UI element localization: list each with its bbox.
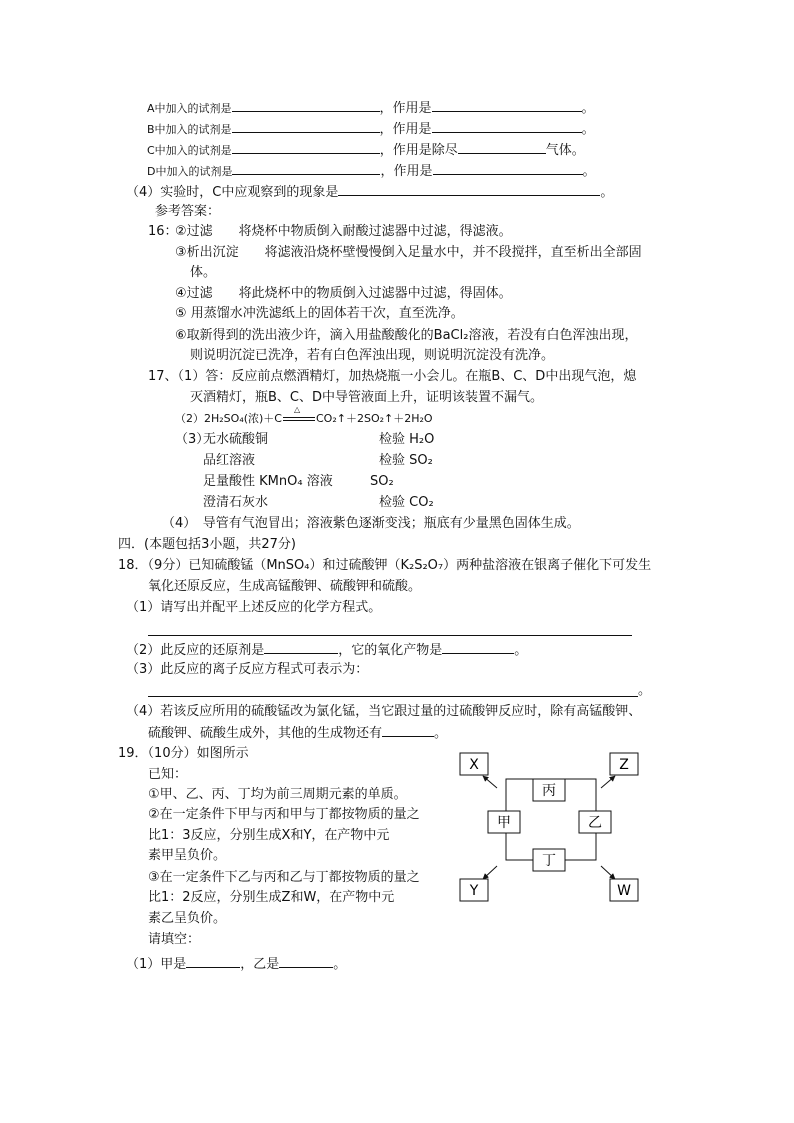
period: 。 [582, 164, 596, 179]
effect-label: ，作用是 [380, 164, 433, 179]
answer-17-part3-label: （3） [175, 432, 210, 447]
condition-3-end: 素乙呈负价。 [148, 911, 227, 926]
arrow-to-y [483, 866, 497, 879]
reagent-line-a [147, 98, 595, 118]
blank-reducing-agent[interactable] [264, 640, 338, 654]
condition-2-cont: 比1：3反应，分别生成X和Y，在产物中元 [148, 828, 390, 843]
period: 。 [581, 101, 595, 116]
blank-d-reagent[interactable] [232, 161, 380, 175]
period: 。 [600, 185, 614, 200]
purpose-row-4: 检验 CO₂ [379, 495, 434, 510]
blank-oxidation-product[interactable] [442, 640, 514, 654]
effect-label: ，作用是 [379, 101, 432, 116]
answer-16-step4: ④过滤 将此烧杯中的物质倒入过滤器中过滤，得固体。 [175, 286, 512, 301]
reagent-row-1: 无水硫酸铜 [203, 432, 269, 447]
answer-16-step6-cont: 则说明沉淀已洗净，若有白色浑浊出现，则说明沉淀没有洗净。 [190, 348, 555, 363]
q18-p2-b: ，它的氧化产物是 [338, 643, 443, 658]
reaction-diagram [455, 748, 655, 908]
q18-p2-c: 。 [514, 643, 528, 658]
ding-label: 丁 [542, 853, 556, 869]
effect-label: ，作用是 [379, 122, 432, 137]
question-18-stem-cont: 氧化还原反应，生成高锰酸钾、硫酸钾和硫酸。 [148, 579, 422, 594]
answer-16-step2: ②过滤 将烧杯中物质倒入耐酸过滤器中过滤，得滤液。 [175, 224, 512, 239]
q18-p3-end: 。 [638, 683, 652, 698]
question-18-part1: （1）请写出并配平上述反应的化学方程式。 [126, 600, 382, 615]
answer-16-step6: ⑥取新得到的洗出液少许，滴入用盐酸酸化的BaCl₂溶液，若没有白色浑浊出现， [175, 328, 638, 343]
condition-3: ③在一定条件下乙与丙和乙与丁都按物质的量之 [148, 870, 420, 885]
reagent-line-c [147, 140, 585, 160]
period: 。 [581, 122, 595, 137]
blank-a-effect[interactable] [432, 98, 582, 112]
w-label: W [617, 883, 631, 899]
question-18-stem: 18．（9分）已知硫酸锰（MnSO₄）和过硫酸钾（K₂S₂O₇）两种盐溶液在银离子催化下可发生 [118, 558, 652, 573]
section-4-heading: 四．(本题包括3小题，共27分) [118, 537, 296, 552]
purpose-row-3: SO₂ [370, 474, 394, 489]
line-b-prefix: B中加入的试剂是 [147, 123, 232, 136]
condition-2-end: 素甲呈负价。 [148, 848, 227, 863]
blank-b-effect[interactable] [432, 119, 582, 133]
equation-products: CO₂↑＋2SO₂↑＋2H₂O [316, 412, 433, 425]
arrow-to-w [601, 866, 615, 879]
line-d-prefix: D中加入的试剂是 [147, 165, 233, 178]
answers-header: 参考答案： [155, 204, 221, 219]
blank-other-products[interactable] [382, 723, 434, 737]
arrow-to-x [483, 776, 497, 788]
answer-17-part1: 17、（1）答：反应前点燃酒精灯，加热烧瓶一小会儿。在瓶B、C、D中出现气泡，熄 [148, 369, 637, 384]
condition-1: ①甲、乙、丙、丁均为前三周期元素的单质。 [148, 787, 407, 802]
jia-label: 甲 [497, 815, 511, 831]
heat-sign [282, 405, 316, 428]
question-19-part1 [126, 954, 346, 974]
question-18-part3: （3）此反应的离子反应方程式可表示为： [126, 662, 369, 677]
blank-b-reagent[interactable] [232, 119, 380, 133]
answer-16-step3: ③析出沉淀 将滤液沿烧杯壁慢慢倒入足量水中，并不段搅拌，直至析出全部固 [175, 245, 642, 260]
effect-c-label: ，作用是除尽 [379, 143, 458, 158]
answer-17-equation [175, 405, 433, 428]
answer-17-part1-cont: 灭酒精灯，瓶B、C、D中导管液面上升，证明该装置不漏气。 [190, 390, 544, 405]
question-4 [126, 182, 613, 202]
equation-reactants: （2）2H₂SO₄(浓)＋C [175, 412, 282, 425]
blank-d-effect[interactable] [433, 161, 583, 175]
q19-p1-a: （1）甲是 [126, 957, 187, 972]
yi-label: 乙 [588, 815, 602, 831]
bing-label: 丙 [542, 783, 556, 799]
question-18-part4-cont [148, 723, 447, 743]
reagent-line-b [147, 119, 595, 139]
z-label: Z [619, 757, 629, 773]
reagent-row-4: 澄清石灰水 [203, 495, 269, 510]
q18-p2-a: （2）此反应的还原剂是 [126, 643, 265, 658]
answer-16-step3-cont: 体。 [190, 265, 217, 280]
q18-p4-c: 。 [434, 726, 448, 741]
line-a-prefix: A中加入的试剂是 [147, 102, 232, 115]
purpose-row-1: 检验 H₂O [379, 432, 435, 447]
condition-2: ②在一定条件下甲与丙和甲与丁都按物质的量之 [148, 807, 420, 822]
q19-p1-c: 。 [333, 957, 347, 972]
question-19-known: 已知： [148, 767, 188, 782]
arrow-to-z [601, 776, 615, 788]
q4-text: （4）实验时，C中应观察到的现象是 [126, 185, 339, 200]
heat-symbol: △ [294, 405, 301, 414]
q18-p4-b: 硫酸钾、硫酸生成外，其他的生成物还有 [148, 726, 383, 741]
blank-a-reagent[interactable] [232, 98, 380, 112]
answer-16-num: 16： [148, 224, 178, 239]
question-18-part4: （4）若该反应所用的硫酸锰改为氯化锰，当它跟过量的过硫酸钾反应时，除有高锰酸钾、 [126, 704, 642, 719]
question-18-part2 [126, 640, 527, 660]
reagent-row-3: 足量酸性 KMnO₄ 溶液 [203, 474, 333, 489]
reagent-line-d [147, 161, 596, 181]
blank-q4[interactable] [338, 182, 600, 196]
answer-line-18-3[interactable] [148, 696, 638, 697]
fill-instruction: 请填空： [148, 932, 201, 947]
y-label: Y [469, 883, 479, 899]
x-label: X [469, 757, 479, 773]
purpose-row-2: 检验 SO₂ [379, 453, 433, 468]
line-c-prefix: C中加入的试剂是 [147, 144, 232, 157]
answer-17-part4: （4） 导管有气泡冒出；溶液紫色逐渐变浅；瓶底有少量黑色固体生成。 [162, 516, 580, 531]
blank-c-gas[interactable] [458, 140, 546, 154]
answer-line-18-1[interactable] [148, 635, 632, 636]
answer-16-step5: ⑤ 用蒸馏水冲洗滤纸上的固体若干次，直至洗净。 [175, 306, 464, 321]
blank-jia[interactable] [186, 954, 240, 968]
blank-yi[interactable] [279, 954, 333, 968]
blank-c-reagent[interactable] [232, 140, 380, 154]
gas-suffix: 气体。 [545, 143, 585, 158]
reagent-row-2: 品红溶液 [203, 453, 256, 468]
q19-p1-b: ，乙是 [240, 957, 280, 972]
question-19-stem: 19．（10分）如图所示 [118, 746, 249, 761]
condition-3-cont: 比1：2反应，分别生成Z和W，在产物中元 [148, 890, 395, 905]
